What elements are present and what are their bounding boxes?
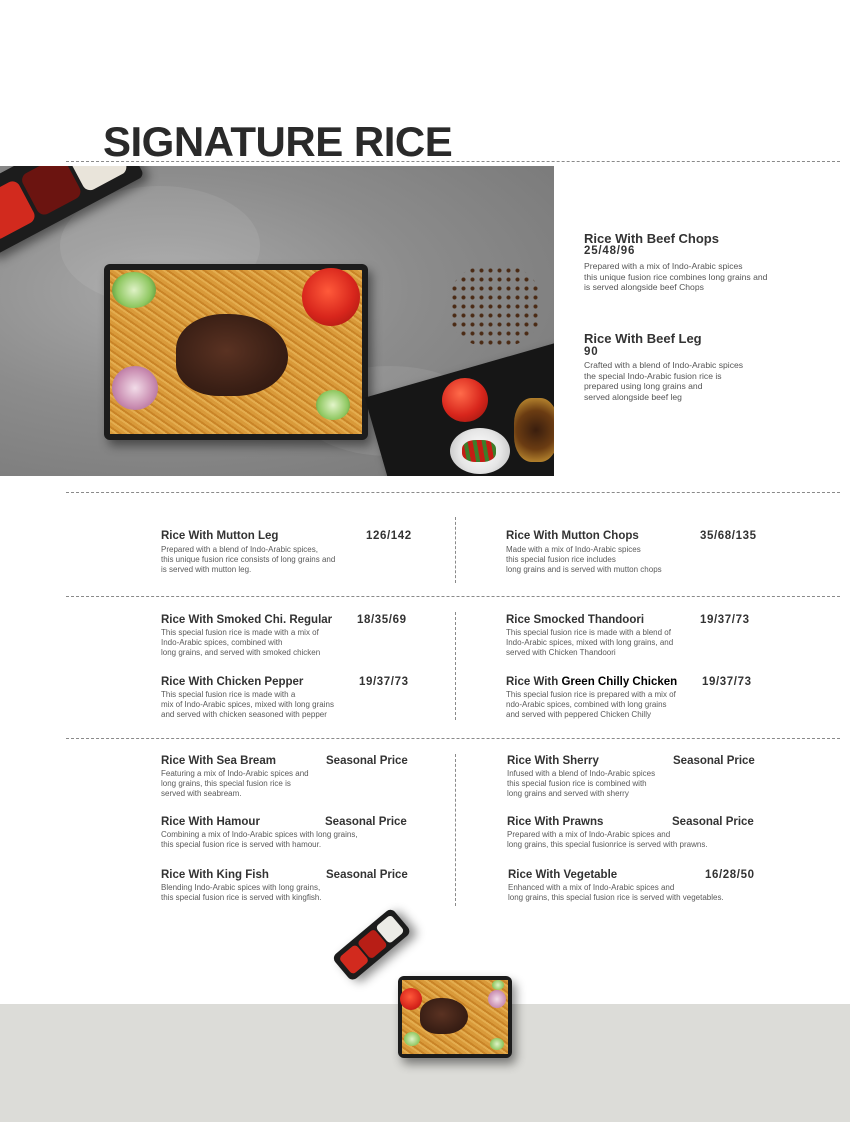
menu-item-description: This special fusion rice is prepared with a mix of ndo-Arabic spices, combined with long grains and served with peppered Chicken Chilly xyxy=(506,690,676,719)
menu-item-price: Seasonal Price xyxy=(326,755,408,767)
menu-item-description: Prepared with a blend of Indo-Arabic spices, this unique fusion rice consists of long grains and is served with mutton leg. xyxy=(161,545,336,574)
menu-item-name: Rice With Smoked Chi. Regular xyxy=(161,614,333,626)
menu-item-name-prefix: Rice With xyxy=(506,676,562,688)
menu-item-price: Seasonal Price xyxy=(326,869,408,881)
menu-item-description: Blending Indo-Arabic spices with long grains, this special fusion rice is served with kingfish. xyxy=(161,883,322,902)
menu-item-name: Rice With King Fish xyxy=(161,869,269,881)
menu-item-name: Rice With Chicken Pepper xyxy=(161,676,304,688)
rice-tray-image xyxy=(104,264,368,440)
hero-item-name: Rice With Beef Leg xyxy=(584,331,702,346)
small-sauce-tray-image xyxy=(331,907,411,982)
menu-item-price: 18/35/69 xyxy=(357,614,407,626)
menu-item-description: This special fusion rice is made with a blend of Indo-Arabic spices, mixed with long grains, and served with Chicken Thandoori xyxy=(506,628,674,657)
menu-item-name: Rice With Vegetable xyxy=(508,869,618,881)
menu-item-name: Rice With Sea Bream xyxy=(161,755,276,767)
menu-item-name-highlight: Green Chilly Chicken xyxy=(561,676,678,688)
divider-title xyxy=(66,161,840,162)
hero-item-price: 25/48/96 xyxy=(584,245,636,257)
hero-item-price: 90 xyxy=(584,346,599,358)
menu-item-name: Rice With Sherry xyxy=(507,755,599,767)
menu-item-price: 35/68/135 xyxy=(700,530,757,542)
hero-food-photo xyxy=(0,166,554,476)
menu-item-name: Rice With Mutton Leg xyxy=(161,530,279,542)
menu-item-description: Combining a mix of Indo-Arabic spices with long grains, this special fusion rice is served with hamour. xyxy=(161,830,358,849)
menu-item-description: Featuring a mix of Indo-Arabic spices and long grains, this special fusion rice is served with seabream. xyxy=(161,769,309,798)
small-rice-tray-image xyxy=(398,976,512,1058)
menu-item-name: Rice With Mutton Chops xyxy=(506,530,639,542)
menu-item-name: Rice With Prawns xyxy=(507,816,604,828)
hero-item-description: Prepared with a mix of Indo-Arabic spices this unique fusion rice combines long grains and is served alongside beef Chops xyxy=(584,261,768,292)
menu-item-description: This special fusion rice is made with a mix of Indo-Arabic spices, mixed with long grains and served with chicken seasoned with pepper xyxy=(161,690,334,719)
menu-item-description: Made with a mix of Indo-Arabic spices this special fusion rice includes long grains and is served with mutton chops xyxy=(506,545,662,574)
menu-item-description: Enhanced with a mix of Indo-Arabic spices and long grains, this special fusion rice is served with vegetables. xyxy=(508,883,724,902)
page-title: SIGNATURE RICE xyxy=(103,118,453,165)
menu-item-price: Seasonal Price xyxy=(672,816,754,828)
menu-item-price: 19/37/73 xyxy=(700,614,750,626)
menu-item-price: 19/37/73 xyxy=(702,676,752,688)
menu-item-price: 19/37/73 xyxy=(359,676,409,688)
column-divider xyxy=(455,612,456,720)
menu-item-price: 16/28/50 xyxy=(705,869,755,881)
divider-section-1 xyxy=(66,492,840,493)
menu-item-price: 126/142 xyxy=(366,530,412,542)
divider-section-3 xyxy=(66,738,840,739)
hero-item-description: Crafted with a blend of Indo-Arabic spices the special Indo-Arabic fusion rice is prepared using long grains and served alongside beef leg xyxy=(584,360,744,402)
menu-item-name xyxy=(506,676,677,688)
menu-item-name: Rice Smocked Thandoori xyxy=(506,614,645,626)
menu-item-name: Rice With Hamour xyxy=(161,816,260,828)
menu-item-description: Infused with a blend of Indo-Arabic spices this special fusion rice is combined with long grains and served with sherry xyxy=(507,769,656,798)
menu-item-description: This special fusion rice is made with a mix of Indo-Arabic spices, combined with long grains, and served with smoked chicken xyxy=(161,628,321,657)
hero-item-name: Rice With Beef Chops xyxy=(584,231,719,246)
divider-section-2 xyxy=(66,596,840,597)
menu-item-price: Seasonal Price xyxy=(325,816,407,828)
column-divider xyxy=(455,517,456,583)
menu-item-description: Prepared with a mix of Indo-Arabic spices and long grains, this special fusionrice is served with prawns. xyxy=(507,830,708,849)
menu-item-price: Seasonal Price xyxy=(673,755,755,767)
column-divider xyxy=(455,754,456,906)
